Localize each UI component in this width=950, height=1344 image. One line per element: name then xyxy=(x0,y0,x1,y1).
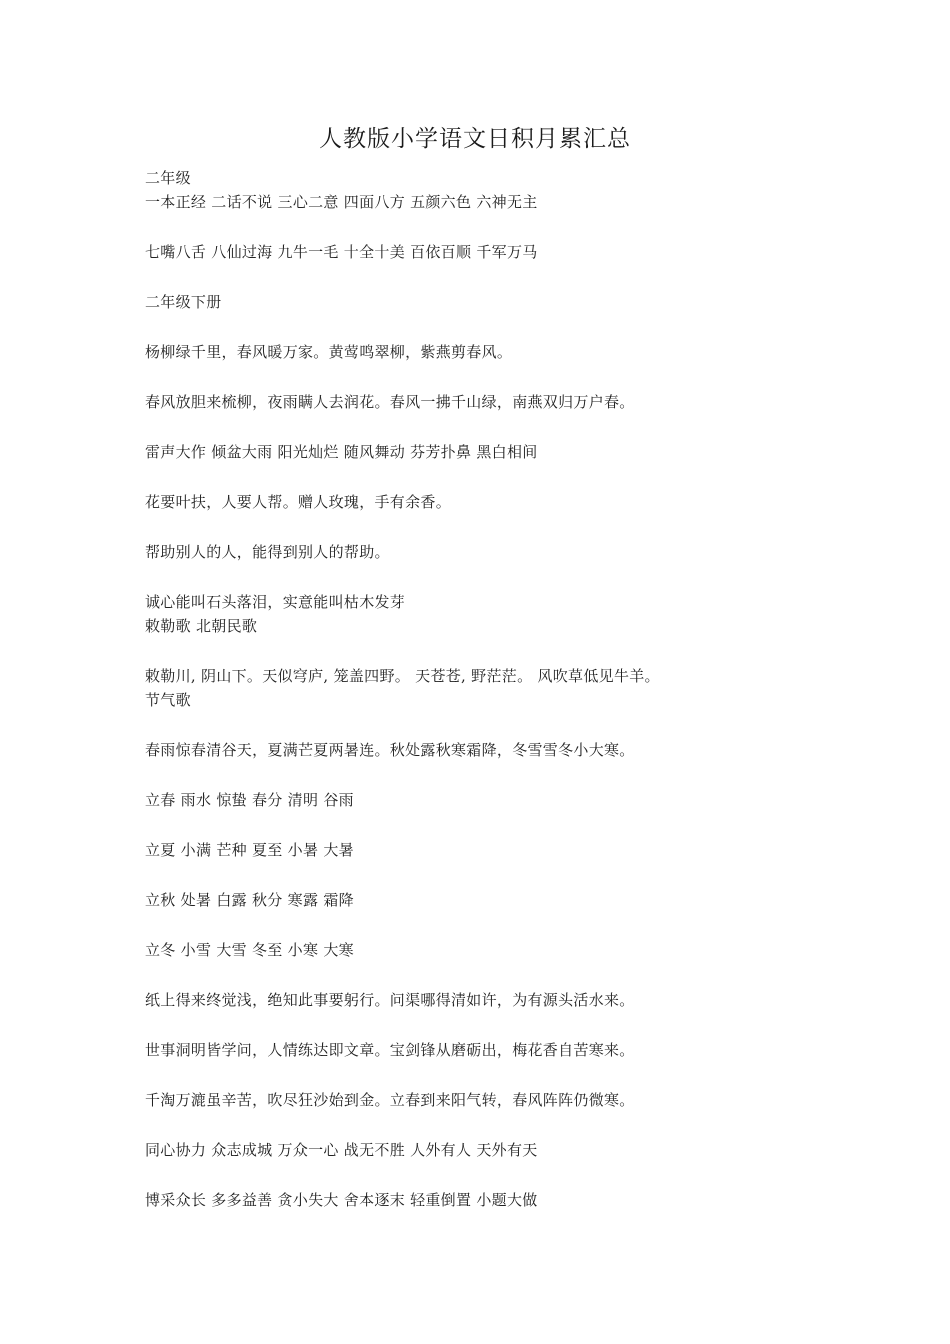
text-line: 立冬 小雪 大雪 冬至 小寒 大寒 xyxy=(145,941,354,959)
text-line: 诚心能叫石头落泪，实意能叫枯木发芽 xyxy=(145,593,406,611)
text-line: 杨柳绿千里，春风暖万家。黄莺鸣翠柳，紫燕剪春风。 xyxy=(145,343,513,361)
section-heading-grade-two-second-volume: 二年级下册 xyxy=(145,293,222,311)
text-line: 立夏 小满 芒种 夏至 小暑 大暑 xyxy=(145,841,354,859)
section-heading-grade-two: 二年级 xyxy=(145,169,191,187)
text-line: 世事洞明皆学问，人情练达即文章。宝剑锋从磨砺出，梅花香自苦寒来。 xyxy=(145,1041,635,1059)
text-line: 博采众长 多多益善 贪小失大 舍本逐末 轻重倒置 小题大做 xyxy=(145,1191,538,1209)
text-line: 花要叶扶，人要人帮。赠人玫瑰，手有余香。 xyxy=(145,493,452,511)
section-heading-solar-terms-song: 节气歌 xyxy=(145,691,191,709)
text-line: 一本正经 二话不说 三心二意 四面八方 五颜六色 六神无主 xyxy=(145,193,538,211)
poem-title: 敕勒歌 北朝民歌 xyxy=(145,617,258,635)
document-title: 人教版小学语文日积月累汇总 xyxy=(319,126,631,152)
text-line: 春雨惊春清谷天，夏满芒夏两暑连。秋处露秋寒霜降，冬雪雪冬小大寒。 xyxy=(145,741,635,759)
text-line: 雷声大作 倾盆大雨 阳光灿烂 随风舞动 芬芳扑鼻 黑白相间 xyxy=(145,443,538,461)
text-line: 纸上得来终觉浅，绝知此事要躬行。问渠哪得清如许，为有源头活水来。 xyxy=(145,991,635,1009)
text-line: 立春 雨水 惊蛰 春分 清明 谷雨 xyxy=(145,791,354,809)
text-line: 千淘万漉虽辛苦，吹尽狂沙始到金。立春到来阳气转，春风阵阵仍微寒。 xyxy=(145,1091,635,1109)
text-line: 春风放胆来梳柳，夜雨瞒人去润花。春风一拂千山绿，南燕双归万户春。 xyxy=(145,393,635,411)
poem-text: 敕勒川, 阴山下。天似穹庐, 笼盖四野。 天苍苍, 野茫茫。 风吹草低见牛羊。 xyxy=(145,667,660,685)
text-line: 帮助别人的人，能得到别人的帮助。 xyxy=(145,543,390,561)
text-line: 同心协力 众志成城 万众一心 战无不胜 人外有人 天外有天 xyxy=(145,1141,538,1159)
text-line: 七嘴八舌 八仙过海 九牛一毛 十全十美 百依百顺 千军万马 xyxy=(145,243,538,261)
text-line: 立秋 处暑 白露 秋分 寒露 霜降 xyxy=(145,891,354,909)
